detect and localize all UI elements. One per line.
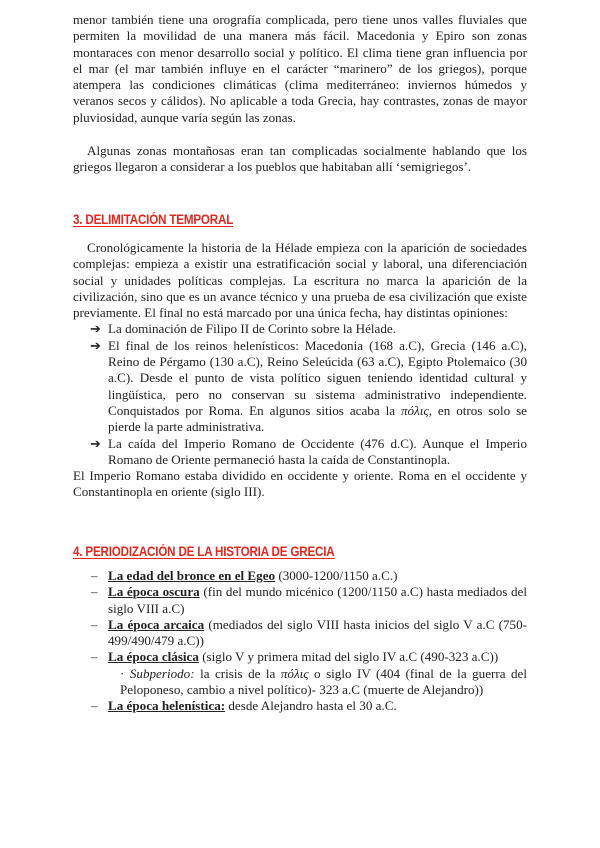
list-item (73, 568, 527, 584)
period-term: La edad del bronce en el Egeo (108, 568, 276, 583)
period-desc: (mediados del siglo VIII hasta inicios del siglo V a.C (750-499/490/479 a.C)) (108, 616, 527, 649)
subperiod-note (73, 666, 527, 699)
list-item (73, 698, 527, 714)
greek-word: πόλις (280, 665, 309, 681)
intro-paragraph-1: menor también tiene una orografía complicada, pero tiene unos valles fluviales que permiten la movilidad de una manera más fácil. Macedonia y Epiro son zonas montaraces con menor desarrollo social y político. El clima tiene gran influencia por el mar (el mar también influye en el carácter “marinero” de los griegos), porque atempera las condiciones climáticas (clima mediterráneo: inviernos húmedos y veranos secos y cálidos). No aplicable a toda Grecia, hay contrastes, zonas de mayor pluviosidad, aunque varía según las zonas. (73, 12, 527, 125)
periods-list (73, 568, 527, 666)
period-term: La época arcaica (108, 616, 205, 632)
dash-bullet-icon: – (91, 649, 98, 665)
arrow-bullet-icon: ➔ (90, 435, 101, 451)
end-opinions-list (73, 321, 527, 468)
period-term: La época helenística: (108, 698, 226, 714)
period-term: La época clásica (108, 649, 199, 665)
section-3-body (73, 240, 527, 501)
dash-bullet-icon: – (91, 616, 98, 632)
list-item (73, 321, 527, 337)
arrow-bullet-icon: ➔ (90, 337, 101, 353)
subperiod-text-a: la crisis de la (194, 665, 281, 681)
dash-bullet-icon: – (91, 584, 98, 600)
section-4-body (73, 568, 527, 715)
period-desc: desde Alejandro hasta el 30 a.C. (225, 698, 397, 714)
list-item-text: La dominación de Filipo II de Corinto sobre la Hélade. (108, 321, 396, 337)
period-term: La época oscura (108, 584, 200, 600)
list-item-text: La caída del Imperio Romano de Occidente (476 d.C). Aunque el Imperio Romano de Oriente permaneció hasta la caída de Constantinopla. (108, 435, 527, 467)
subperiod-dot-icon: · (120, 665, 125, 681)
list-item (73, 436, 527, 469)
section-4-heading: 4. PERIODIZACIÓN DE LA HISTORIA DE GRECIA (73, 544, 335, 559)
list-item-tail: , en otros solo se pierde la parte administrativa. (108, 402, 527, 435)
section-3-paragraph: Cronológicamente la historia de la Hélade empieza con la aparición de sociedades complejas: empieza a existir una estratificación social y laboral, una diferenciación social y unidades políticas complejas. La escritura no marca la aparición de la civilización, sino que es un avance técnico y una prueba de esa civilización que existe previamente. El final no está marcado por una única fecha, hay distintas opiniones: (73, 240, 527, 321)
period-desc: (siglo V y primera mitad del siglo IV a.C (490-323 a.C)) (198, 649, 499, 665)
section-3-closing: El Imperio Romano estaba dividido en occidente y oriente. Roma en el occidente y Constantinopla en oriente (siglo III). (73, 468, 527, 500)
dash-bullet-icon: – (91, 568, 98, 583)
list-item (73, 338, 527, 436)
intro-paragraph-2: Algunas zonas montañosas eran tan complicadas socialmente hablando que los griegos llegaron a considerar a los pueblos que habitaban allí ‘semigriegos’. (73, 143, 527, 175)
periods-list-end (73, 698, 527, 714)
dash-bullet-icon: – (91, 698, 98, 714)
list-item (73, 584, 527, 617)
period-desc: (3000-1200/1150 a.C.) (275, 568, 398, 583)
list-item (73, 617, 527, 650)
arrow-bullet-icon: ➔ (90, 321, 101, 337)
list-item-text: El final de los reinos helenísticos: Macedonia (168 a.C), Grecia (146 a.C), Reino de Pérgamo (130 a.C), Reino Seleúcida (63 a.C), Egipto Ptolemaico (30 a.C). Desde el punto de vista político siguen teniendo identidad cultural y lingüística, pero no conservan su sistema administrativo independiente. Conquistados por Roma. En algunos sitios acaba la (108, 337, 527, 418)
list-item (73, 649, 527, 665)
subperiod-text-b: o siglo IV (404 (final de la guerra del Peloponeso, cambio a nivel político)- 323 a.C (muerte de Alejandro)) (120, 665, 528, 698)
greek-word: πόλις (400, 402, 429, 418)
section-3-heading: 3. DELIMITACIÓN TEMPORAL (73, 212, 234, 227)
period-desc: (fin del mundo micénico (1200/1150 a.C) hasta mediados del siglo VIII a.C) (108, 584, 527, 616)
subperiod-label: Subperiodo: (129, 665, 195, 681)
